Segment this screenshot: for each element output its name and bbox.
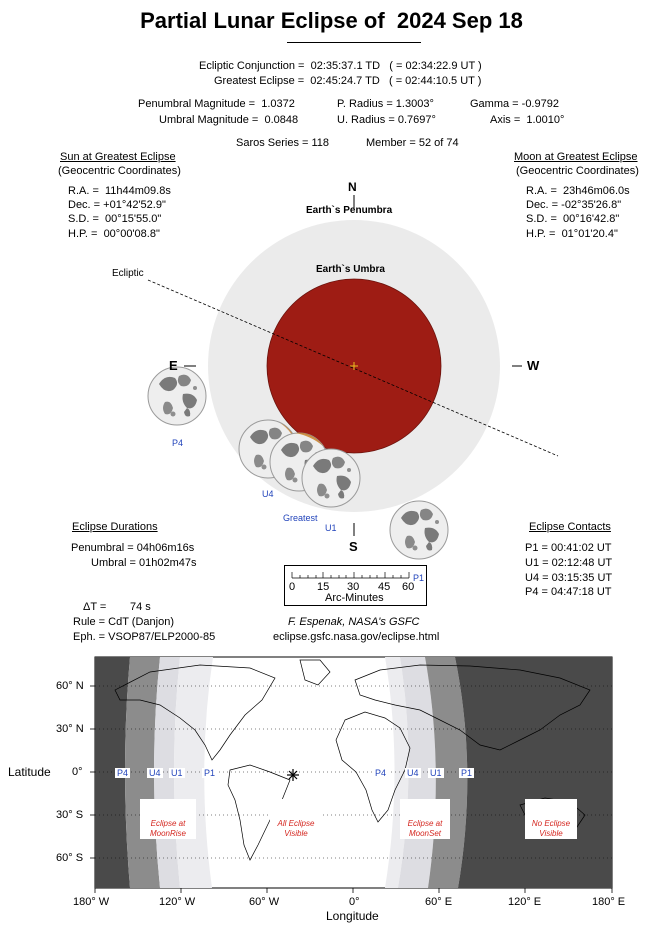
- x-tick-60w: 60° W: [249, 896, 280, 908]
- scale-label: Arc-Minutes: [325, 592, 384, 604]
- duration-umbral: Umbral = 01h02m47s: [91, 557, 197, 569]
- moon-dec: Dec. = -02°35'26.8": [526, 199, 622, 211]
- moon-label-greatest: Greatest: [283, 513, 318, 523]
- scale-tick-0: 0: [289, 581, 296, 593]
- x-tick-120e: 120° E: [508, 896, 542, 908]
- saros-series: Saros Series = 118: [236, 137, 330, 149]
- scale-tick-15: 15: [317, 581, 330, 593]
- map-west-u1: U1: [171, 768, 183, 778]
- greatest-eclipse-time: Greatest Eclipse = 02:45:24.7 TD ( = 02:44:10.5 UT ): [214, 75, 482, 87]
- y-tick-60n: 60° N: [56, 680, 84, 692]
- p-radius: P. Radius = 1.3003°: [337, 98, 434, 110]
- contact-u1: U1 = 02:12:48 UT: [525, 557, 613, 569]
- sun-heading: Sun at Greatest Eclipse: [60, 151, 176, 163]
- region-label-all-visible: All Eclipse Visible: [270, 799, 322, 839]
- x-tick-60e: 60° E: [425, 896, 453, 908]
- page-title: Partial Lunar Eclipse of 2024 Sep 18: [140, 8, 523, 33]
- delta-t-value: 74 s: [130, 601, 151, 613]
- moon-heading: Moon at Greatest Eclipse: [514, 151, 638, 163]
- region-label-moonrise: Eclipse at MoonRise: [140, 799, 196, 839]
- y-tick-60s: 60° S: [56, 852, 84, 864]
- map-west-p4: P4: [117, 768, 129, 778]
- ecliptic-conjunction: Ecliptic Conjunction = 02:35:37.1 TD ( = 02:34:22.9 UT ): [199, 60, 482, 72]
- moon-hp: H.P. = 01°01'20.4": [526, 228, 618, 240]
- map-west-u4: U4: [149, 768, 161, 778]
- contact-u4: U4 = 03:15:35 UT: [525, 572, 613, 584]
- scale-tick-60: 60: [402, 581, 415, 593]
- y-tick-30n: 30° N: [56, 723, 84, 735]
- x-tick-120w: 120° W: [159, 896, 196, 908]
- sun-hp: H.P. = 00°00'08.8": [68, 228, 160, 240]
- contacts-heading: Eclipse Contacts: [529, 521, 611, 533]
- credit: F. Espenak, NASA's GSFC: [288, 616, 420, 628]
- duration-penumbral: Penumbral = 04h06m16s: [71, 542, 195, 554]
- y-tick-0: 0°: [72, 766, 83, 778]
- south-label: S: [349, 539, 358, 554]
- west-label: W: [527, 358, 540, 373]
- umbral-magnitude: Umbral Magnitude = 0.0848: [159, 114, 299, 126]
- axis: Axis = 1.0010°: [490, 114, 565, 126]
- scale-tick-45: 45: [378, 581, 391, 593]
- moon-ra: R.A. = 23h46m06.0s: [526, 185, 630, 197]
- saros-member: Member = 52 of 74: [366, 137, 459, 149]
- map-east-p1: P1: [461, 768, 473, 778]
- contact-p4: P4 = 04:47:18 UT: [525, 586, 612, 598]
- credit-url: eclipse.gsfc.nasa.gov/eclipse.html: [273, 631, 440, 643]
- penumbral-magnitude: Penumbral Magnitude = 1.0372: [138, 98, 295, 110]
- moon-subheading: (Geocentric Coordinates): [516, 165, 639, 177]
- east-label: E: [169, 358, 178, 373]
- gamma: Gamma = -0.9792: [470, 98, 559, 110]
- y-tick-30s: 30° S: [56, 809, 84, 821]
- y-axis-title: Latitude: [8, 765, 51, 779]
- map-east-p4: P4: [375, 768, 387, 778]
- ephemeris: Eph. = VSOP87/ELP2000-85: [73, 631, 216, 643]
- x-axis-title: Longitude: [326, 909, 379, 923]
- u-radius: U. Radius = 0.7697°: [337, 114, 436, 126]
- x-tick-180e: 180° E: [592, 896, 626, 908]
- delta-t-label: ΔT =: [83, 601, 107, 613]
- moon-label-u1: U1: [325, 523, 337, 533]
- sun-dec: Dec. = +01°42'52.9": [68, 199, 166, 211]
- x-tick-0: 0°: [349, 896, 360, 908]
- x-tick-180w: 180° W: [73, 896, 110, 908]
- moon-label-p4: P4: [172, 438, 184, 448]
- sun-ra: R.A. = 11h44m09.8s: [68, 185, 171, 197]
- sun-subheading: (Geocentric Coordinates): [58, 165, 181, 177]
- penumbra-label: Earth`s Penumbra: [306, 205, 393, 216]
- ecliptic-label: Ecliptic: [112, 268, 144, 279]
- region-label-moonset: Eclipse at MoonSet: [400, 799, 450, 839]
- map-east-u1: U1: [430, 768, 442, 778]
- contact-p1: P1 = 00:41:02 UT: [525, 542, 612, 554]
- durations-heading: Eclipse Durations: [72, 521, 158, 533]
- moon-label-p1: P1: [413, 573, 425, 583]
- moon-sd: S.D. = 00°16'42.8": [526, 213, 620, 225]
- map-east-u4: U4: [407, 768, 419, 778]
- umbra-label: Earth`s Umbra: [316, 264, 385, 275]
- region-label-none-visible: No Eclipse Visible: [525, 799, 577, 839]
- map-region-east-dark: [455, 657, 612, 888]
- rule: Rule = CdT (Danjon): [73, 616, 174, 628]
- north-label: N: [348, 180, 357, 194]
- moon-label-u4: U4: [262, 489, 274, 499]
- scale-tick-30: 30: [347, 581, 360, 593]
- map-west-p1: P1: [204, 768, 216, 778]
- sun-sd: S.D. = 00°15'55.0": [68, 213, 162, 225]
